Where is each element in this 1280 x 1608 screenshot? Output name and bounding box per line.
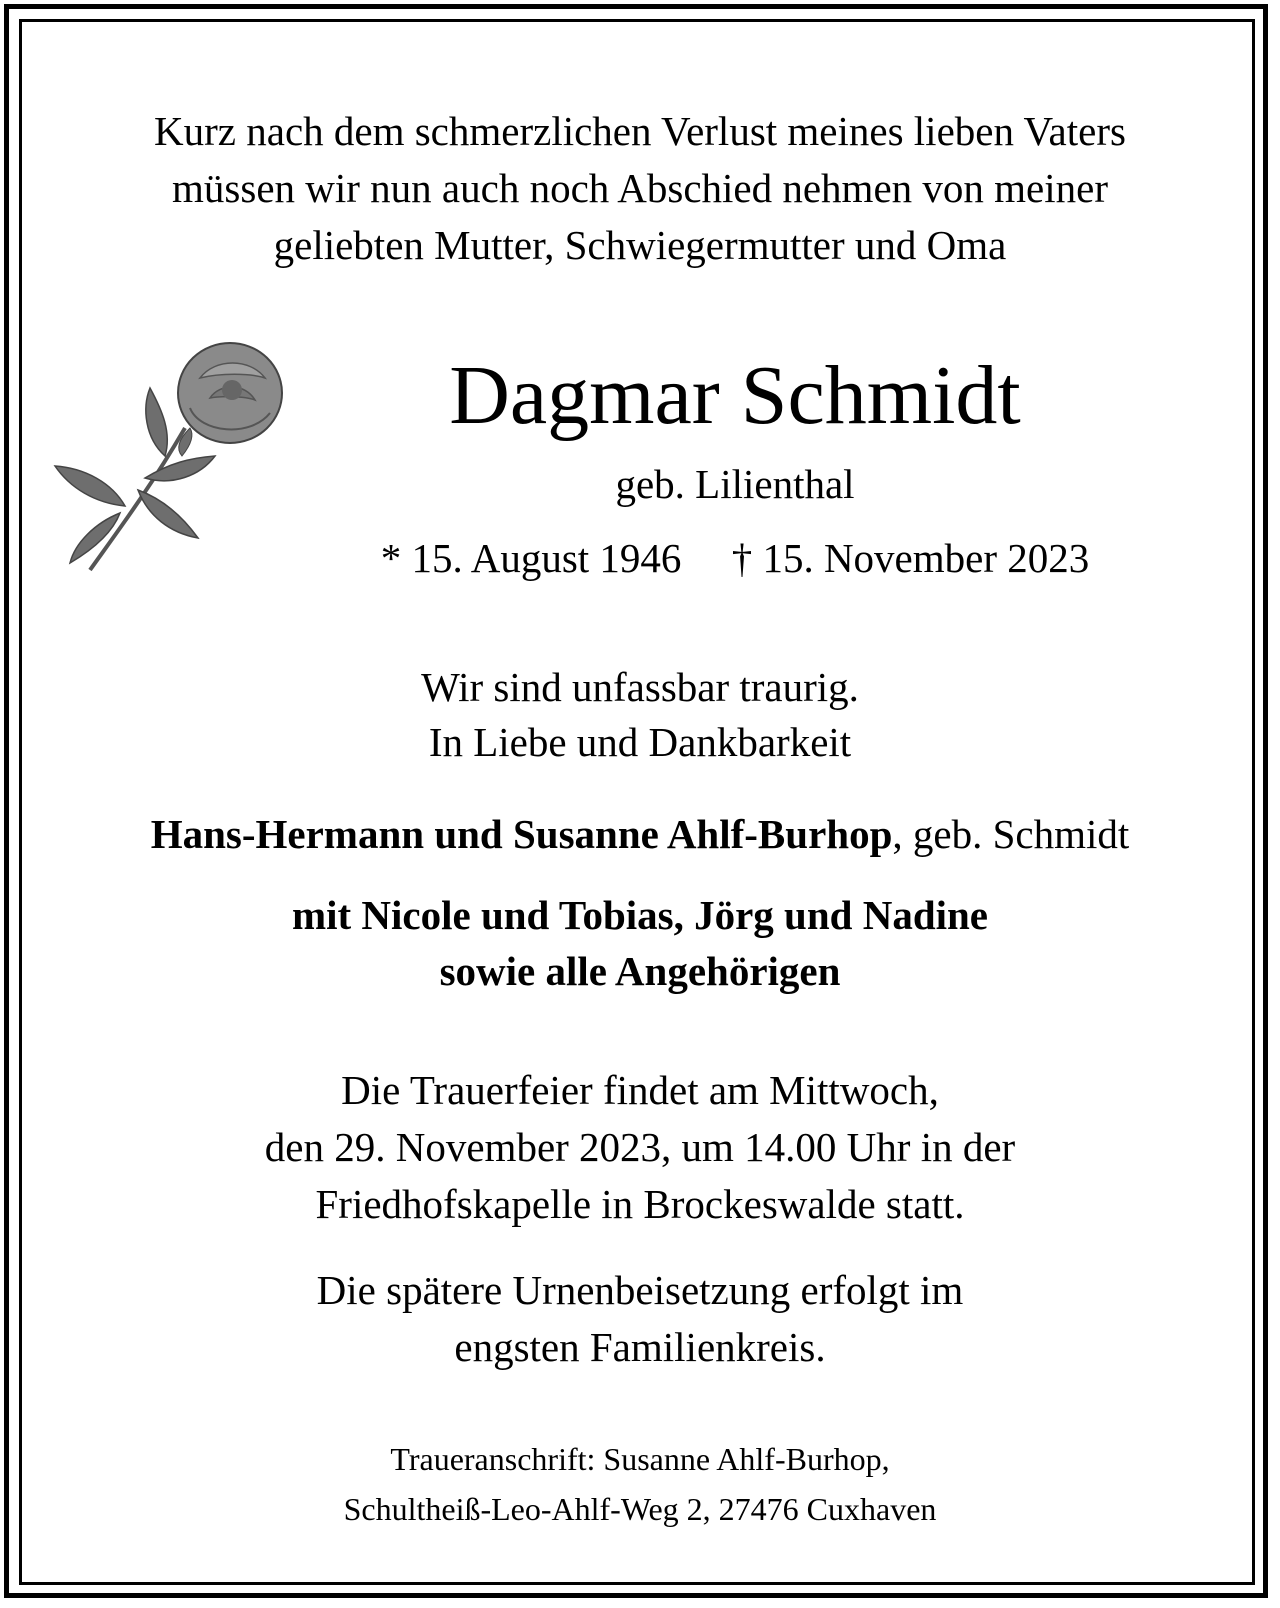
intro-line: geliebten Mutter, Schwiegermutter und Oma [273, 222, 1007, 268]
deceased-name: Dagmar Schmidt [449, 349, 1021, 442]
mourning-text [30, 660, 1250, 770]
family-names-bold: Hans-Hermann und Susanne Ahlf-Burhop [150, 811, 893, 857]
urn-burial-text [30, 1262, 1250, 1376]
urn-line: Die spätere Urnenbeisetzung erfolgt im [316, 1267, 964, 1313]
relatives-line: mit Nicole und Tobias, Jörg und Nadine [291, 892, 989, 938]
death-symbol: † [731, 535, 753, 581]
mourning-line: Wir sind unfassbar traurig. [421, 664, 859, 710]
service-line: Friedhofskapelle in Brockeswalde statt. [315, 1181, 965, 1227]
service-line: Die Trauerfeier findet am Mittwoch, [341, 1067, 939, 1113]
relatives-line: sowie alle Angehörigen [439, 948, 841, 994]
family-names-suffix: , geb. Schmidt [892, 811, 1130, 857]
relatives [30, 887, 1250, 999]
intro-text [30, 103, 1250, 274]
death-date: 15. November 2023 [762, 535, 1090, 581]
urn-line: engsten Familienkreis. [454, 1324, 826, 1370]
service-line: den 29. November 2023, um 14.00 Uhr in der [264, 1124, 1016, 1170]
birth-date: 15. August 1946 [411, 535, 682, 581]
funeral-service-text [30, 1062, 1250, 1233]
mourning-address [30, 1434, 1250, 1534]
birth-symbol: * [380, 535, 402, 581]
intro-line: müssen wir nun auch noch Abschied nehmen von meiner [172, 165, 1108, 211]
maiden-name: geb. Lilienthal [615, 461, 855, 507]
mourning-line: In Liebe und Dankbarkeit [428, 719, 852, 765]
life-dates [200, 530, 1270, 586]
intro-line: Kurz nach dem schmerzlichen Verlust meines lieben Vaters [154, 108, 1126, 154]
family-names [30, 806, 1250, 862]
address-line: Schultheiß-Leo-Ahlf-Weg 2, 27476 Cuxhaven [343, 1491, 937, 1527]
address-line: Traueranschrift: Susanne Ahlf-Burhop, [390, 1441, 890, 1477]
